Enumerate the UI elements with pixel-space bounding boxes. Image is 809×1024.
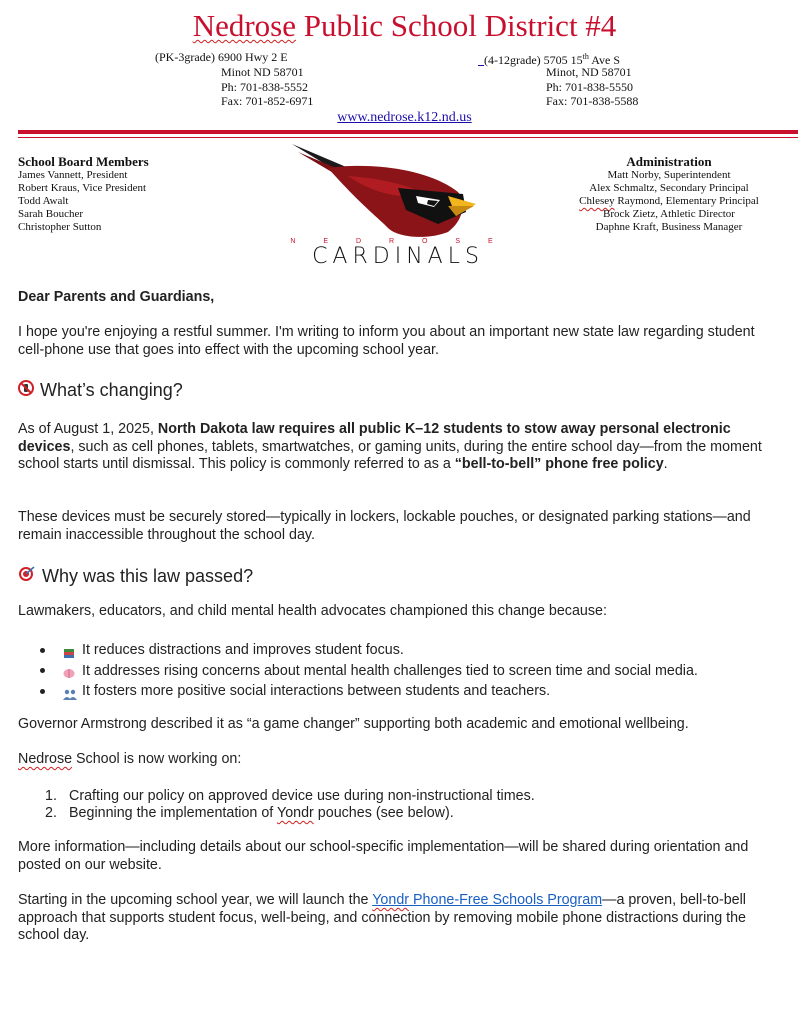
right-address-sup: th	[582, 52, 589, 61]
section-heading-changing	[18, 379, 183, 401]
board-member: Sarah Boucher	[18, 208, 84, 220]
cardinal-logo	[288, 140, 508, 270]
step-number: 2.	[45, 805, 57, 821]
header-divider	[18, 130, 798, 134]
board-member: Christopher Sutton	[18, 221, 102, 233]
board-member: Robert Kraus, Vice President	[18, 182, 147, 194]
intro-paragraph: I hope you're enjoying a restful summer. I'm writing to inform you about an important new state law regarding student cell-phone use that goes into effect with the upcoming school year.	[18, 324, 755, 358]
right-address-prefix: (4-12grade) 5705 15	[484, 53, 583, 67]
left-address-city: Minot ND 58701	[221, 65, 304, 79]
law-text-e: .	[663, 456, 668, 472]
program-text-a: Starting in the upcoming school year, we will launch the	[18, 892, 373, 908]
board-heading: School Board Members	[18, 154, 149, 169]
list-item	[40, 661, 698, 682]
storage-paragraph: These devices must be securely stored—typically in lockers, lockable pouches, or designated parking stations—and remain inaccessible throughout the school day.	[18, 509, 751, 543]
list-item	[45, 805, 535, 822]
school-working-paragraph	[18, 751, 778, 769]
board-member: Todd Awalt	[18, 195, 69, 207]
logo-small-text: N E D R O S E	[290, 238, 506, 245]
step-text: Beginning the implementation of	[69, 805, 277, 821]
step-text: Crafting our policy on approved device use during non-instructional times.	[69, 788, 535, 804]
law-paragraph	[18, 421, 778, 474]
books-icon	[63, 645, 75, 656]
logo-big-text: CARDINALS	[312, 244, 484, 269]
admin-member: Brock Zietz, Athletic Director	[603, 208, 735, 220]
law-text-bold: North Dakota law requires all public K–12 students to stow away personal electronic devices	[18, 421, 731, 455]
law-text-c: , such as cell phones, tablets, smartwatches, or gaming units, during the entire school day—from the moment school starts until dismissal. This policy is commonly referred to as a	[18, 438, 762, 472]
no-phone-icon	[18, 379, 34, 401]
section-heading-text: Why was this law passed?	[42, 566, 254, 586]
section-heading-text: What’s changing?	[40, 380, 183, 400]
left-address-line1: (PK-3grade) 6900 Hwy 2 E	[155, 50, 288, 64]
section-heading-why	[18, 565, 253, 587]
yondr-link-rest: Phone-Free Schools Program	[409, 892, 603, 908]
admin-heading: Administration	[626, 154, 712, 169]
list-item	[40, 640, 698, 661]
step-number: 1.	[45, 788, 57, 804]
title-word: Nedrose	[192, 8, 296, 43]
governor-paragraph: Governor Armstrong described it as “a game changer” supporting both academic and emotional wellbeing.	[18, 716, 689, 732]
school-working-text: School is now working on:	[72, 751, 242, 767]
admin-member: Daphne Kraft, Business Manager	[595, 221, 743, 233]
right-address-suffix: Ave S	[588, 53, 620, 67]
left-address	[221, 65, 313, 109]
header-divider-thin	[18, 137, 798, 138]
list-item-text: It reduces distractions and improves student focus.	[82, 642, 404, 658]
admin-member: Alex Schmaltz, Secondary Principal	[589, 182, 749, 194]
steps-list	[45, 788, 535, 822]
website-link[interactable]: www.nedrose.k12.nd.us	[337, 110, 472, 125]
more-info-paragraph: More information—including details about our school-specific implementation—will be shared during orientation and posted on our website.	[18, 839, 749, 873]
left-address-phone: Ph: 701-838-5552	[221, 79, 308, 94]
yondr-program-link[interactable]	[372, 892, 602, 908]
title-rest: Public School District #4	[295, 8, 617, 43]
law-text-a: As of August 1, 2025,	[18, 421, 158, 437]
list-item-text: It addresses rising concerns about mental health challenges tied to screen time and social media.	[82, 662, 698, 679]
admin-member: Matt Norby, Superintendent	[607, 169, 731, 181]
administration	[559, 154, 779, 234]
step-text-end: pouches (see below).	[313, 805, 454, 821]
reasons-list	[40, 640, 698, 702]
right-address-city: Minot, ND 58701	[546, 65, 632, 79]
brain-icon	[63, 665, 75, 676]
yondr-link-word: Yondr	[372, 892, 410, 908]
left-address-fax: Fax: 701-852-6971	[221, 94, 314, 108]
list-item	[45, 788, 535, 805]
list-item-text: It fosters more positive social interactions between students and teachers.	[82, 683, 551, 699]
people-icon	[63, 686, 75, 697]
step-word: Yondr	[276, 805, 314, 821]
list-item	[40, 681, 698, 702]
right-address-fax: Fax: 701-838-5588	[546, 94, 639, 108]
school-name: Nedrose	[18, 751, 73, 767]
law-text-bold-policy: “bell-to-bell” phone free policy	[454, 456, 664, 472]
right-address-phone: Ph: 701-838-5550	[546, 79, 633, 94]
target-icon	[18, 565, 36, 587]
program-paragraph	[18, 892, 778, 945]
reasons-intro: Lawmakers, educators, and child mental health advocates championed this change because:	[18, 603, 607, 619]
admin-member-firstname: Chlesey	[579, 195, 615, 207]
board-member: James Vannett, President	[18, 169, 128, 181]
board-members	[18, 154, 149, 234]
salutation: Dear Parents and Guardians,	[18, 289, 215, 305]
district-title	[0, 8, 809, 44]
right-address	[546, 65, 638, 109]
admin-member: Chlesey Raymond, Elementary Principal	[579, 195, 759, 207]
program-text-b: —a proven, bell-to-bell approach that supports student focus, well-being, and connection by removing mobile phone distractions during the school day.	[18, 892, 746, 943]
